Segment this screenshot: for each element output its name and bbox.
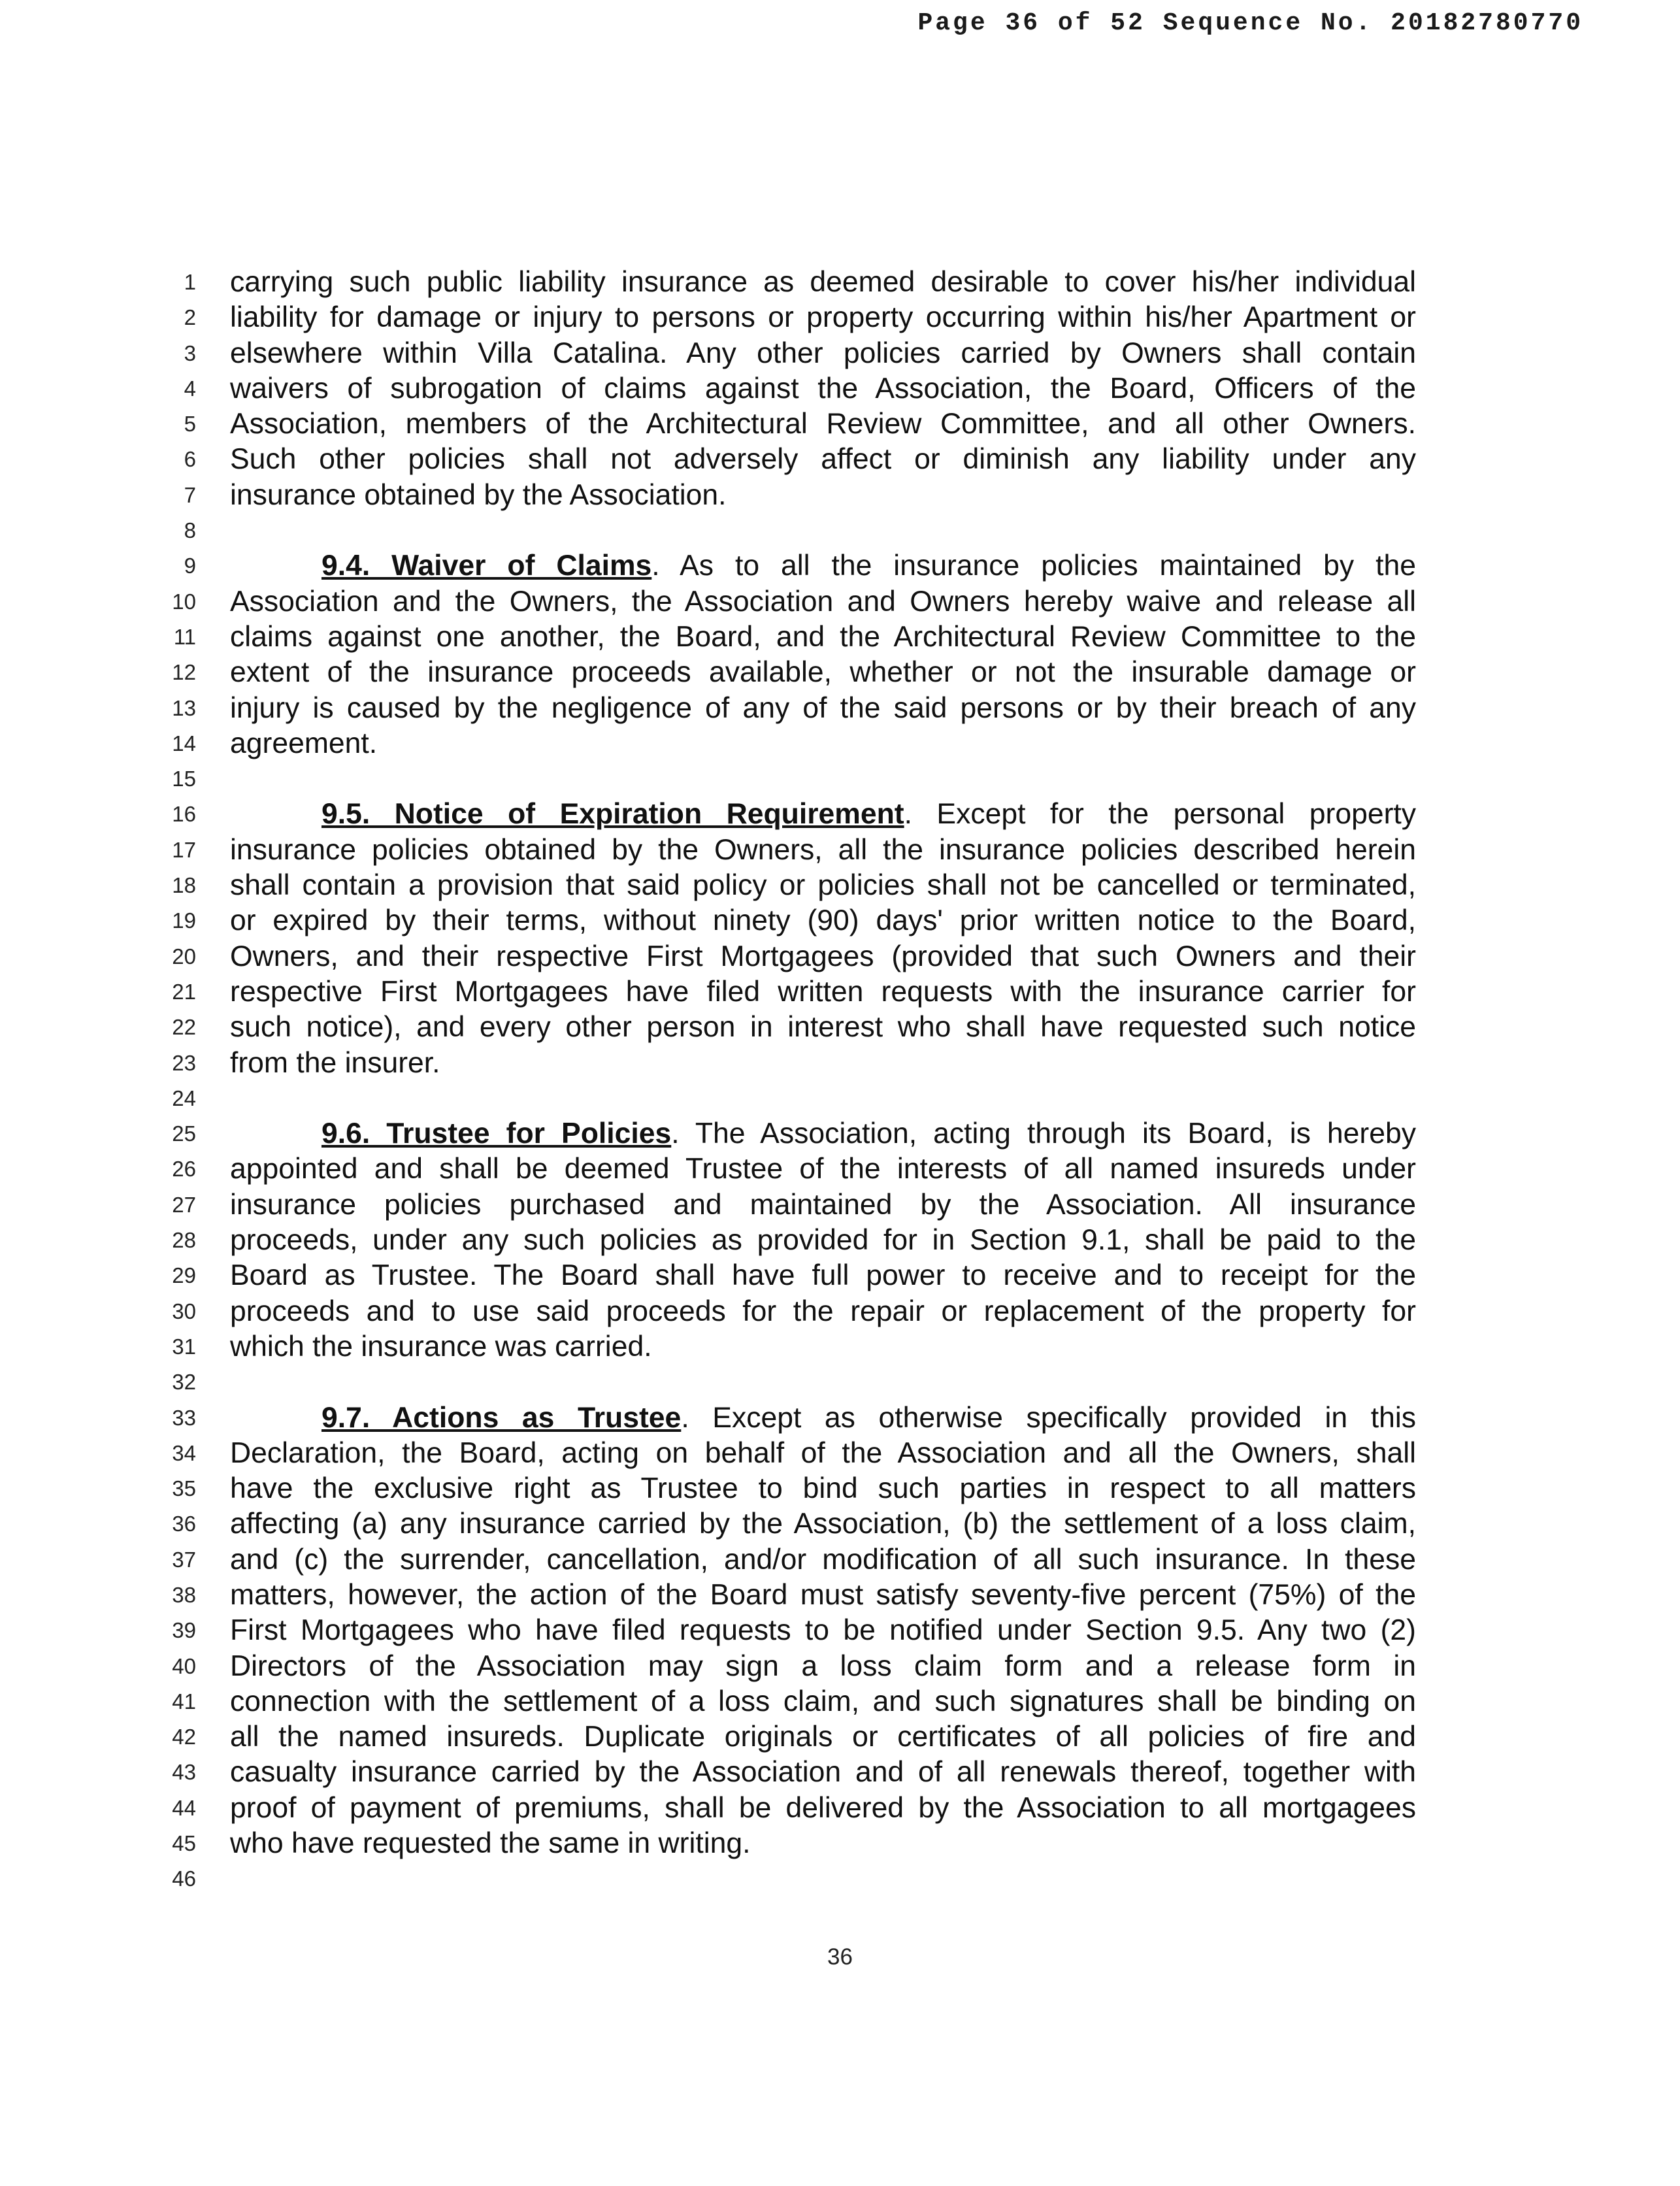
line-number: 11 [173, 624, 196, 649]
line-number: 31 [172, 1334, 196, 1359]
text-line: waivers of subrogation of claims against the Association, the Board, Officers of the [230, 372, 1416, 405]
section-text: . The Association, acting through its Board, is hereby [671, 1118, 1416, 1150]
section-heading-line [230, 797, 1416, 832]
section-heading: 9.5. Notice of Expiration Requirement [321, 798, 904, 831]
blank-line [230, 1081, 1416, 1116]
line-number: 39 [172, 1618, 196, 1643]
text-line: insurance obtained by the Association. [230, 478, 727, 511]
line-number: 32 [172, 1370, 196, 1395]
line-number-column [157, 265, 196, 1897]
line-number: 37 [172, 1547, 196, 1572]
line-number: 34 [172, 1440, 196, 1465]
text-line: Such other policies shall not adversely affect or diminish any liability under any [230, 443, 1416, 476]
text-line: extent of the insurance proceeds available, whether or not the insurable damage or [230, 656, 1416, 689]
line-number: 30 [172, 1299, 196, 1323]
text-line: have the exclusive right as Trustee to bind such parties in respect to all matters [230, 1472, 1416, 1505]
text-line: matters, however, the action of the Board must satisfy seventy-five percent (75%) of the [230, 1578, 1416, 1611]
line-number: 24 [172, 1085, 196, 1110]
line-number: 12 [172, 660, 196, 685]
text-line: First Mortgagees who have filed requests to be notified under Section 9.5. Any two (2) [230, 1614, 1416, 1647]
text-line: who have requested the same in writing. [230, 1827, 751, 1860]
text-line: liability for damage or injury to persons or property occurring within his/her Apartment or [230, 301, 1416, 334]
line-number: 16 [172, 802, 196, 827]
line-number: 46 [172, 1866, 196, 1891]
text-line: Directors of the Association may sign a loss claim form and a release form in [230, 1649, 1416, 1682]
line-number: 3 [184, 340, 196, 365]
text-line: shall contain a provision that said policy or policies shall not be cancelled or terminated, [230, 869, 1416, 902]
line-number: 35 [172, 1476, 196, 1501]
line-number: 42 [172, 1725, 196, 1749]
section-text: . Except as otherwise specifically provided in this [681, 1401, 1416, 1434]
blank-line [230, 1861, 1416, 1896]
text-line: Declaration, the Board, acting on behalf of the Association and all the Owners, shall [230, 1436, 1416, 1469]
line-number: 17 [172, 837, 196, 862]
section-heading: 9.4. Waiver of Claims [321, 550, 652, 582]
line-number: 14 [172, 731, 196, 755]
text-line: such notice), and every other person in interest who shall have requested such notice [230, 1011, 1416, 1044]
text-line: proceeds, under any such policies as provided for in Section 9.1, shall be paid to the [230, 1224, 1416, 1257]
section-text: . As to all the insurance policies maintained by the [651, 550, 1416, 582]
line-number: 38 [172, 1582, 196, 1607]
line-number: 25 [172, 1121, 196, 1146]
line-number: 28 [172, 1228, 196, 1253]
section-heading: 9.7. Actions as Trustee [321, 1401, 682, 1434]
text-line: claims against one another, the Board, and the Architectural Review Committee to the [230, 620, 1416, 653]
text-line: affecting (a) any insurance carried by the Association, (b) the settlement of a loss claim, [230, 1508, 1416, 1540]
line-number: 15 [172, 767, 196, 791]
text-line: from the insurer. [230, 1046, 440, 1079]
line-number: 33 [172, 1405, 196, 1430]
line-number: 18 [172, 873, 196, 898]
line-number: 10 [172, 589, 196, 614]
line-number: 8 [184, 518, 196, 543]
text-line: insurance policies obtained by the Owners, all the insurance policies described herein [230, 833, 1416, 866]
line-number: 27 [172, 1192, 196, 1217]
page-header: Page 36 of 52 Sequence No. 20182780770 [917, 9, 1583, 37]
line-number: 21 [172, 979, 196, 1004]
blank-line [230, 761, 1416, 797]
section-heading-line [230, 1116, 1416, 1151]
line-number: 19 [172, 908, 196, 933]
text-line: injury is caused by the negligence of any of the said persons or by their breach of any [230, 691, 1416, 724]
text-line: carrying such public liability insurance as deemed desirable to cover his/her individual [230, 266, 1416, 298]
document-body [230, 265, 1416, 1897]
text-line: agreement. [230, 727, 378, 759]
line-number: 22 [172, 1015, 196, 1040]
line-number: 36 [172, 1512, 196, 1536]
text-line: Owners, and their respective First Mortgagees (provided that such Owners and their [230, 940, 1416, 972]
line-number: 7 [184, 482, 196, 507]
line-number: 45 [172, 1831, 196, 1856]
line-number: 9 [184, 554, 196, 578]
line-number: 43 [172, 1760, 196, 1785]
text-line: Association and the Owners, the Association and Owners hereby waive and release all [230, 585, 1416, 618]
section-text: . Except for the personal property [904, 798, 1416, 831]
line-number: 5 [184, 412, 196, 437]
text-line: connection with the settlement of a loss claim, and such signatures shall be binding on [230, 1685, 1416, 1717]
text-line: or expired by their terms, without ninety (90) days' prior written notice to the Board, [230, 904, 1416, 937]
line-number: 23 [172, 1050, 196, 1075]
text-line: insurance policies purchased and maintained by the Association. All insurance [230, 1188, 1416, 1221]
line-number: 41 [172, 1689, 196, 1714]
line-number: 13 [172, 695, 196, 720]
line-number: 44 [172, 1795, 196, 1820]
line-number: 29 [172, 1263, 196, 1288]
line-number: 20 [172, 944, 196, 969]
line-number: 6 [184, 447, 196, 472]
text-line: all the named insureds. Duplicate originals or certificates of all policies of fire and [230, 1721, 1416, 1753]
text-line: Board as Trustee. The Board shall have full power to receive and to receipt for the [230, 1259, 1416, 1292]
blank-line [230, 1365, 1416, 1400]
text-line: and (c) the surrender, cancellation, and/or modification of all such insurance. In these [230, 1543, 1416, 1576]
page-number: 36 [827, 1944, 853, 1970]
text-line: elsewhere within Villa Catalina. Any other policies carried by Owners shall contain [230, 337, 1416, 369]
section-heading-line [230, 548, 1416, 584]
line-number: 2 [184, 305, 196, 330]
line-number: 1 [184, 270, 196, 294]
text-line: Association, members of the Architectural Review Committee, and all other Owners. [230, 408, 1416, 440]
blank-line [230, 513, 1416, 548]
text-line: casualty insurance carried by the Association and of all renewals thereof, together with [230, 1756, 1416, 1789]
text-line: respective First Mortgagees have filed written requests with the insurance carrier for [230, 975, 1416, 1008]
text-line: appointed and shall be deemed Trustee of the interests of all named insureds under [230, 1153, 1416, 1185]
section-heading: 9.6. Trustee for Policies [321, 1118, 672, 1150]
text-line: which the insurance was carried. [230, 1330, 652, 1363]
line-number: 40 [172, 1653, 196, 1678]
line-number: 4 [184, 376, 196, 401]
line-number: 26 [172, 1157, 196, 1182]
text-line: proceeds and to use said proceeds for the repair or replacement of the property for [230, 1295, 1416, 1327]
section-heading-line [230, 1400, 1416, 1436]
text-line: proof of payment of premiums, shall be delivered by the Association to all mortgagees [230, 1791, 1416, 1824]
